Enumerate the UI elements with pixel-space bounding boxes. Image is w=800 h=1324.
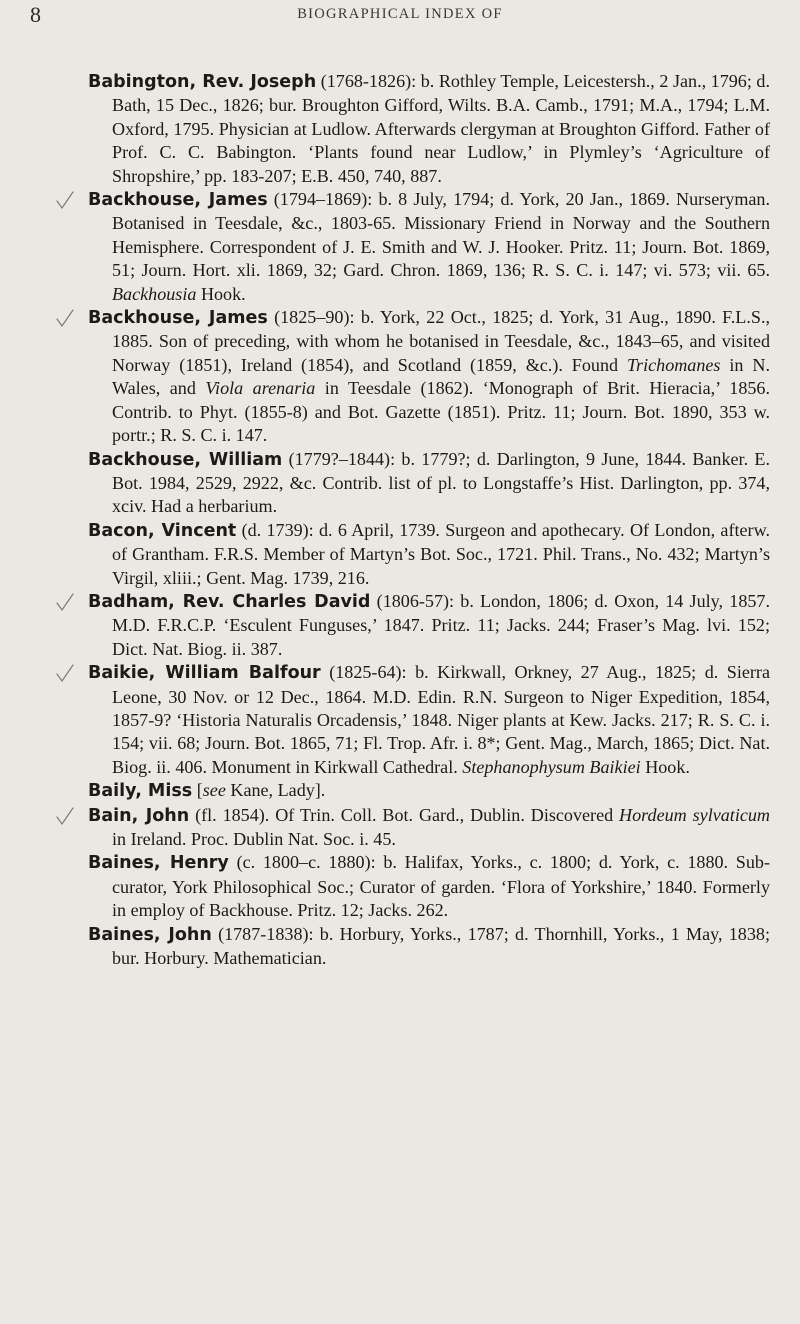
pencil-tick-mark-icon: [54, 189, 76, 211]
italic-text: Backhousia: [112, 283, 197, 304]
running-head: BIOGRAPHICAL INDEX OF: [297, 6, 503, 22]
entry-text: [: [192, 780, 203, 801]
pencil-tick-mark-icon: [54, 805, 76, 827]
entry-headword: Badham, Rev. Charles David: [88, 591, 371, 612]
italic-text: see: [202, 780, 226, 801]
entry-text: in Ireland. Proc. Dublin Nat. Soc. i. 45.: [112, 829, 396, 849]
entry-text: (1779?–1844): b. 1779?; d. Darlington, 9 June, 1844. Banker. E. Bot. 1984, 2529, 2922, &c. Contrib. list of pl. to Longstaffe’s Hist. Darlington, pp. 374, xciv. Had a herbarium.: [112, 448, 770, 517]
entry-headword: Bacon, Vincent: [88, 520, 237, 541]
index-entry-babington: [88, 70, 770, 188]
entry-headword: Backhouse, William: [88, 449, 283, 470]
pencil-tick-mark-icon: [54, 591, 76, 613]
page-number: 8: [30, 2, 41, 27]
index-entry-badham: [88, 590, 770, 661]
index-entry-backhouse-james-1794: [88, 188, 770, 306]
italic-text: Stephanophysum Baikiei: [462, 756, 641, 777]
index-entries: [88, 70, 770, 970]
index-entry-backhouse-james-1825: [88, 306, 770, 447]
index-entry-baines-john: [88, 923, 770, 971]
entry-headword: Backhouse, James: [88, 308, 268, 329]
index-entry-baily: [88, 779, 770, 803]
entry-text: in Teesdale (1862). ‘Monograph of Brit. Hieracia,’ 1856. Contrib. to Phyt. (1855-8) and Bot. Gazette (1851). Pritz. 11; Journ. Bot. 1890, 353 w. portr.; R. S. C. i. 147.: [112, 378, 770, 446]
entry-headword: Baikie, William Balfour: [88, 663, 321, 684]
entry-text: (fl. 1854). Of Trin. Coll. Bot. Gard., Dublin. Discovered: [189, 804, 620, 825]
index-entry-bain: [88, 804, 770, 852]
entry-headword: Baines, John: [88, 924, 212, 945]
entry-headword: Baines, Henry: [88, 853, 229, 874]
entry-headword: Bain, John: [88, 805, 190, 826]
entry-text: (1787-1838): b. Horbury, Yorks., 1787; d. Thornhill, Yorks., 1 May, 1838; bur. Horbury. Mathematician.: [112, 923, 770, 969]
entry-text: (1825–90): b. York, 22 Oct., 1825; d. York, 31 Aug., 1890. F.L.S., 1885. Son of preceding, with whom he botanised in Teesdale, &c., 1843–65, and visited Norway (1851), Ireland (1854), and Scotland (1859, &c.). Found: [112, 307, 770, 375]
entry-text: (1806-57): b. London, 1806; d. Oxon, 14 July, 1857. M.D. F.R.C.P. ‘Esculent Funguses,’ 1847. Pritz. 11; Jacks. 244; Fraser’s Mag. lvi. 152; Dict. Nat. Biog. ii. 387.: [112, 590, 770, 659]
italic-text: Viola arenaria: [205, 378, 316, 399]
index-entry-bacon: [88, 519, 770, 590]
entry-text: (1768-1826): b. Rothley Temple, Leicestersh., 2 Jan., 1796; d. Bath, 15 Dec., 1826; bur. Broughton Gifford, Wilts. B.A. Camb., 1791; M.A., 1794; L.M. Oxford, 1795. Physician at Ludlow. Afterwards clergyman at Broughton Gifford. Father of Prof. C. C. Babington. ‘Plants found near Ludlow,’ in Plymley’s ‘Agriculture of Shropshire,’ pp. 183-207; E.B. 450, 740, 887.: [112, 71, 770, 186]
index-entry-backhouse-william: [88, 448, 770, 519]
index-entry-baikie: [88, 661, 770, 779]
entry-text: (d. 1739): d. 6 April, 1739. Surgeon and apothecary. Of London, afterw. of Grantham. F.R.S. Member of Martyn’s Bot. Soc., 1721. Phil. Trans., No. 432; Martyn’s Virgil, xliii.; Gent. Mag. 1739, 216.: [112, 519, 770, 588]
pencil-tick-mark-icon: [54, 307, 76, 329]
entry-text: (1794–1869): b. 8 July, 1794; d. York, 20 Jan., 1869. Nurseryman. Botanised in Teesdale, &c., 1803-65. Missionary Friend in Norway and the Southern Hemisphere. Correspondent of J. E. Smith and W. J. Hooker. Pritz. 11; Journ. Bot. 1869, 51; Journ. Hort. xli. 1869, 32; Gard. Chron. 1869, 136; R. S. C. i. 147; vi. 573; vii. 65.: [112, 189, 770, 281]
entry-text: Hook.: [640, 756, 690, 777]
italic-text: Trichomanes: [626, 354, 721, 375]
entry-text: Kane, Lady].: [225, 780, 326, 801]
entry-text: (1825-64): b. Kirkwall, Orkney, 27 Aug., 1825; d. Sierra Leone, 30 Nov. or 12 Dec., 1864. M.D. Edin. R.N. Surgeon to Niger Expedition, 1854, 1857-9? ‘Historia Naturalis Orcadensis,’ 1848. Niger plants at Kew. Jacks. 217; R. S. C. i. 154; vii. 68; Journ. Bot. 1865, 71; Fl. Trop. Afr. i. 8*; Gent. Mag., March, 1865; Dict. Nat. Biog. ii. 406. Monument in Kirkwall Cathedral.: [112, 662, 770, 777]
entry-text: in N. Wales, and: [112, 354, 770, 399]
entry-headword: Baily, Miss: [88, 781, 193, 802]
pencil-tick-mark-icon: [54, 662, 76, 684]
index-entry-baines-henry: [88, 851, 770, 922]
entry-headword: Babington, Rev. Joseph: [88, 72, 317, 92]
italic-text: Hordeum sylvaticum: [619, 804, 770, 825]
entry-headword: Backhouse, James: [88, 190, 268, 211]
entry-text: (c. 1800–c. 1880): b. Halifax, Yorks., c. 1800; d. York, c. 1880. Sub-curator, York Philosophical Soc.; Curator of garden. ‘Flora of Yorkshire,’ 1840. Formerly in employ of Backhouse. Pritz. 12; Jacks. 262.: [112, 852, 770, 921]
entry-text: Hook.: [196, 283, 246, 304]
